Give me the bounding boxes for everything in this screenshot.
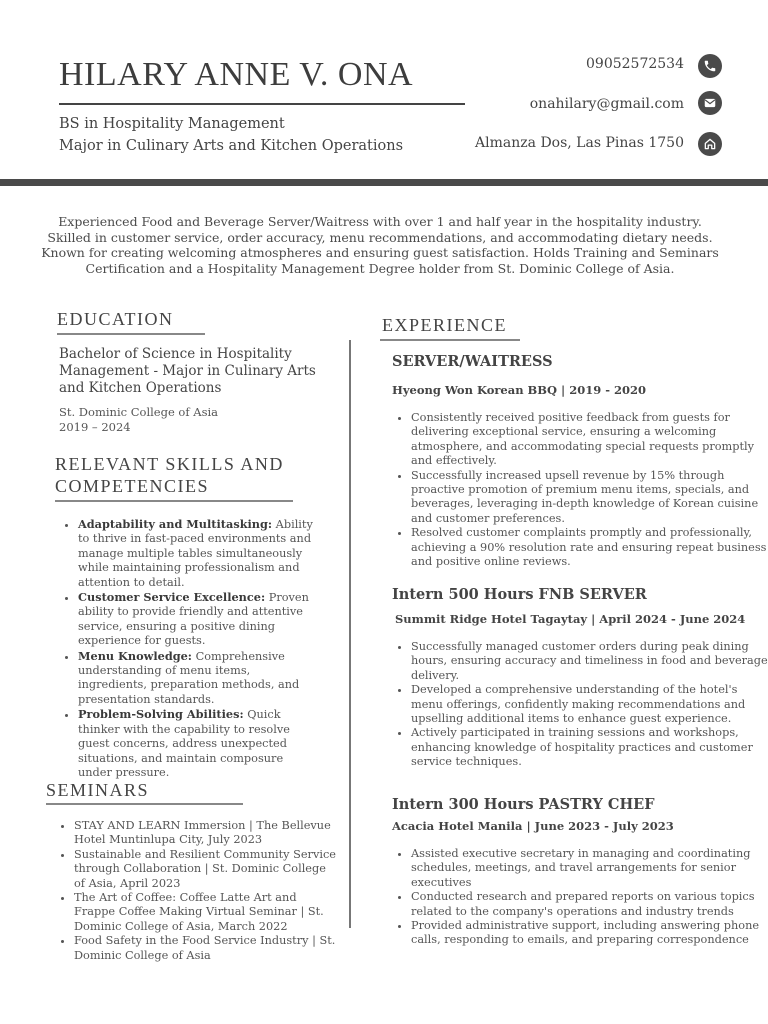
header-divider-bar	[0, 179, 768, 186]
email-address[interactable]: onahilary@gmail.com	[529, 96, 684, 112]
job-bullets	[393, 847, 768, 948]
seminars-heading: SEMINARS	[46, 780, 150, 800]
skills-heading-rule	[55, 500, 293, 502]
experience-heading-rule	[380, 339, 520, 341]
skills-heading-line2: COMPETENCIES	[55, 476, 210, 496]
skill-text: Quick thinker with the capability to resolve guest concerns, address unexpected situations, and maintain composure under pressure.	[78, 708, 290, 779]
major-subtitle: Major in Culinary Arts and Kitchen Operations	[59, 138, 404, 154]
list-item: • Sustainable and Resilient Community Service through Collaboration | St. Dominic College of Asia, April 2023	[74, 848, 338, 891]
list-item	[78, 517, 318, 590]
list-item: • Provided administrative support, including answering phone calls, responding to emails, and preparing correspondence	[411, 919, 768, 948]
education-years: 2019 – 2024	[59, 420, 131, 434]
home-address: Almanza Dos, Las Pinas 1750	[475, 135, 684, 151]
job-title: SERVER/WAITRESS	[392, 353, 553, 370]
skill-text: Comprehensive understanding of menu items, ingredients, preparation methods, and presentation standards.	[78, 649, 300, 706]
column-divider	[349, 340, 351, 928]
skills-list	[60, 517, 318, 780]
skills-heading-line1: RELEVANT SKILLS AND	[55, 454, 284, 474]
skill-text: Ability to thrive in fast-paced environments and manage multiple tables simultaneously while maintaining professionalism and attention to detail.	[78, 518, 313, 589]
skills-heading	[55, 453, 284, 497]
list-item: • Food Safety in the Food Service Industry | St. Dominic College of Asia	[74, 934, 338, 963]
list-item: • Actively participated in training sessions and workshops, enhancing knowledge of hospitality practices and customer service techniques.	[411, 726, 768, 769]
job-bullets	[393, 640, 768, 770]
seminars-heading-rule	[46, 803, 243, 805]
list-item: • Successfully increased upsell revenue by 15% through proactive promotion of premium menu items, specials, and beverages, leveraging in-depth knowledge of Korean cuisine and customer preferences.	[411, 469, 768, 527]
degree-subtitle: BS in Hospitality Management	[59, 116, 285, 132]
job-company: Summit Ridge Hotel Tagaytay | April 2024 - June 2024	[395, 612, 746, 626]
list-item: • Successfully managed customer orders during peak dining hours, ensuring accuracy and timeliness in food and beverage delivery.	[411, 640, 768, 683]
skill-title: Problem-Solving Abilities:	[78, 707, 244, 722]
mail-icon	[698, 91, 722, 115]
education-heading: EDUCATION	[57, 309, 174, 329]
job-title: Intern 300 Hours PASTRY CHEF	[392, 796, 655, 813]
list-item: • Resolved customer complaints promptly and professionally, achieving a 90% resolution rate and ensuring repeat business and positive online reviews.	[411, 526, 768, 569]
list-item	[78, 707, 318, 780]
list-item: • Consistently received positive feedback from guests for delivering exceptional service, ensuring a welcoming atmosphere, and accommodating special requests promptly and effectively.	[411, 411, 768, 469]
list-item	[78, 590, 318, 649]
skill-title: Adaptability and Multitasking:	[78, 517, 273, 531]
job-company: Hyeong Won Korean BBQ | 2019 - 2020	[392, 383, 646, 397]
phone-number: 09052572534	[586, 56, 684, 72]
experience-heading: EXPERIENCE	[382, 315, 507, 335]
professional-summary: Experienced Food and Beverage Server/Waitress with over 1 and half year in the hospitality industry. Skilled in customer service, order accuracy, menu recommendations, and accommodating dietary needs. Known for creating welcoming atmospheres and ensuring guest satisfaction. Holds Training and Seminars Certification and a Hospitality Management Degree holder from St. Dominic College of Asia.	[41, 214, 719, 276]
skill-title: Customer Service Excellence:	[78, 590, 266, 605]
home-icon	[698, 132, 722, 156]
education-heading-rule	[57, 333, 205, 335]
job-company: Acacia Hotel Manila | June 2023 - July 2023	[392, 819, 674, 833]
job-title: Intern 500 Hours FNB SERVER	[392, 586, 647, 603]
education-degree: Bachelor of Science in Hospitality Management - Major in Culinary Arts and Kitchen Operations	[59, 346, 316, 396]
education-school: St. Dominic College of Asia	[59, 405, 219, 419]
list-item: • Assisted executive secretary in managing and coordinating schedules, meetings, and travel arrangements for senior executives	[411, 847, 768, 890]
name-underline	[59, 103, 465, 105]
candidate-name: HILARY ANNE V. ONA	[59, 56, 414, 93]
list-item: • Conducted research and prepared reports on various topics related to the company's operations and industry trends	[411, 890, 768, 919]
list-item: • Developed a comprehensive understanding of the hotel's menu offerings, confidently making recommendations and upselling additional items to enhance guest experience.	[411, 683, 768, 726]
list-item	[78, 649, 318, 708]
list-item: • STAY AND LEARN Immersion | The Bellevue Hotel Muntinlupa City, July 2023	[74, 819, 338, 848]
seminars-list	[56, 819, 338, 963]
list-item: • The Art of Coffee: Coffee Latte Art and Frappe Coffee Making Virtual Seminar | St. Dominic College of Asia, March 2022	[74, 891, 338, 934]
phone-icon	[698, 54, 722, 78]
job-bullets	[393, 411, 768, 569]
skill-text: Proven ability to provide friendly and attentive service, ensuring a positive dining experience for guests.	[78, 591, 309, 648]
skill-title: Menu Knowledge:	[78, 648, 192, 663]
